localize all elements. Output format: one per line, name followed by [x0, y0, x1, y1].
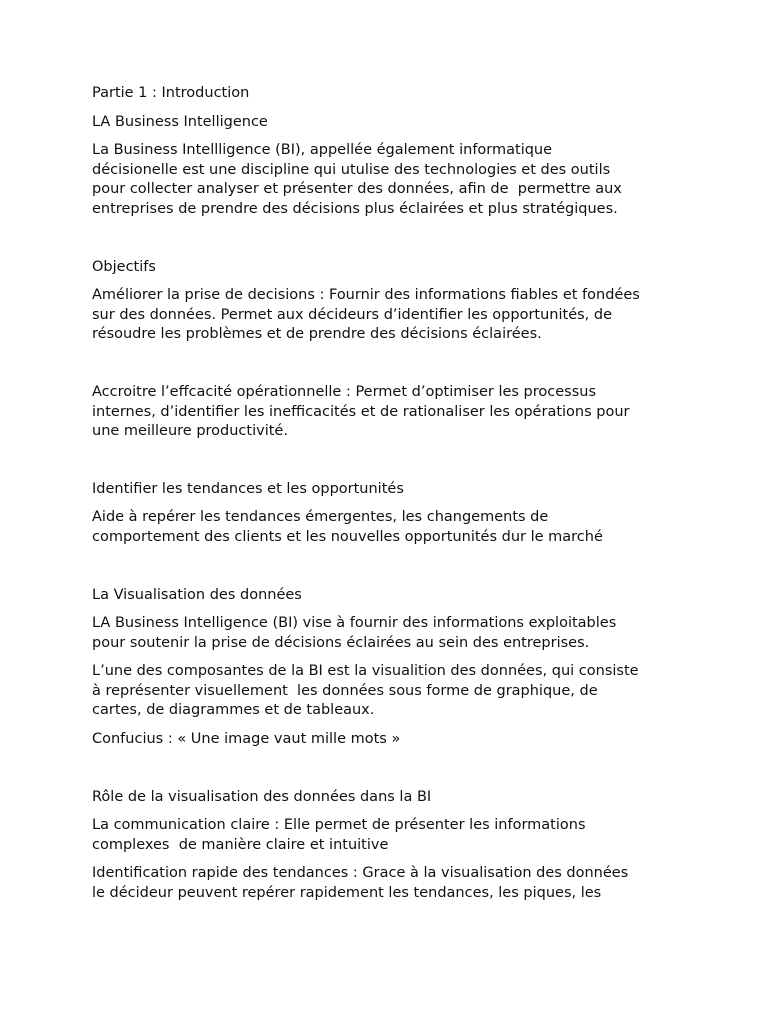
- section-heading-tendances: Identifier les tendances et les opportunités: [92, 480, 404, 497]
- tendances-paragraph: Aide à repérer les tendances émergentes, les changements de comportement des clients et les nouvelles opportunités dur le marché: [92, 509, 603, 545]
- section-heading-bi: LA Business Intelligence: [92, 113, 268, 130]
- objective-decisions-paragraph: Améliorer la prise de decisions : Fournir des informations fiables et fondées sur des données. Permet aux décideurs d’identifier les opportunités, de résoudre les problèmes et de prendre des décisions éclairées.: [92, 287, 640, 343]
- part-heading: Partie 1 : Introduction: [92, 85, 250, 101]
- section-heading-objectifs: Objectifs: [92, 258, 156, 275]
- visualisation-definition-paragraph: L’une des composantes de la BI est la visualition des données, qui consiste à représenter visuellement les données sous forme de graphique, de cartes, de diagrammes et de tableaux.: [92, 663, 639, 719]
- objective-efficiency-paragraph: Accroitre l’effcacité opérationnelle : Permet d’optimiser les processus internes, d’identifier les inefficacités et de rationaliser les opérations pour une meilleure productivité.: [92, 383, 630, 440]
- role-identification-paragraph: Identification rapide des tendances : Grace à la visualisation des données le décideur peuvent repérer rapidement les tendances, les piques, les: [92, 865, 629, 902]
- role-communication-paragraph: La communication claire : Elle permet de présenter les informations complexes de manière claire et intuitive: [92, 817, 586, 853]
- section-heading-role: Rôle de la visualisation des données dans la BI: [92, 788, 432, 805]
- visualisation-intro-paragraph: LA Business Intelligence (BI) vise à fournir des informations exploitables pour soutenir la prise de décisions éclairées au sein des entreprises.: [92, 615, 617, 651]
- section-heading-visualisation: La Visualisation des données: [92, 586, 302, 603]
- bi-definition-paragraph: La Business Intellligence (BI), appellée également informatique décisionelle est une discipline qui utulise des technologies et des outils pour collecter analyser et présenter des données, afin de permettre aux entreprises de prendre des décisions plus éclairées et plus stratégiques.: [92, 142, 622, 217]
- confucius-quote: Confucius : « Une image vaut mille mots »: [92, 731, 401, 748]
